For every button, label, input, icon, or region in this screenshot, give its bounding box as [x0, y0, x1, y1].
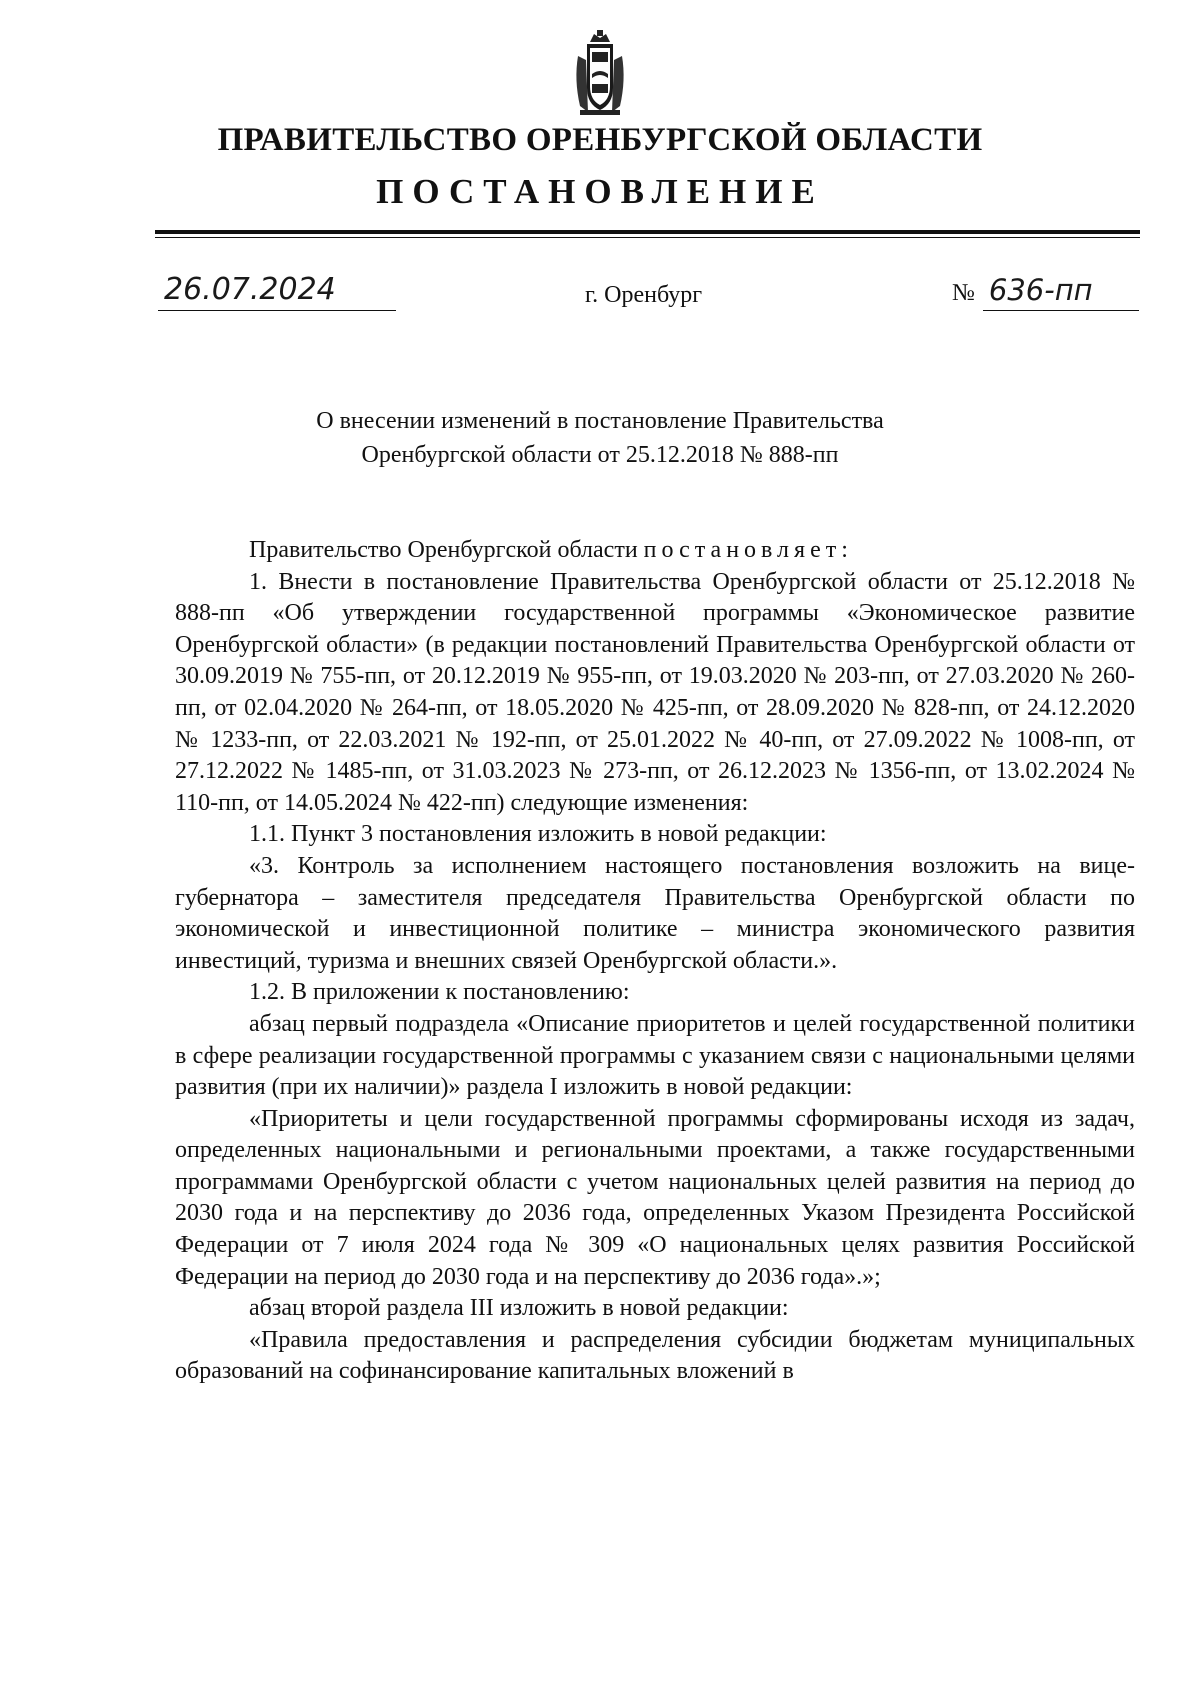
paragraph-quote-3: «3. Контроль за исполнением настоящего постановления возложить на вице-губернатора – заместителя председателя Правительства Оренбургской области по экономической и инвестиционной политике – министра экономического развития инвестиций, туризма и внешних связей Оренбургской области.». [175, 852, 1135, 974]
number-sign: № [952, 280, 975, 306]
paragraph-priorities: «Приоритеты и цели государственной программы сформированы исходя из задач, определенных национальными и региональными проектами, а также государственными программами Оренбургской области с учетом национальных целей развития на период до 2030 года и на перспективу до 2036 года, определенных Указом Президента Российской Федерации от 7 июля 2024 года № 309 «О национальных целях развития Российской Федерации на период до 2030 года и на перспективу до 2036 года».»; [175, 1105, 1135, 1290]
intro-suffix: : [841, 537, 848, 563]
document-body [175, 535, 1135, 1388]
header-divider-thin [155, 237, 1140, 238]
subject-line-2: Оренбургской области от 25.12.2018 № 888-пп [361, 442, 839, 468]
coat-of-arms-icon [570, 30, 630, 116]
document-city: г. Оренбург [585, 282, 703, 308]
paragraph-1-2: 1.2. В приложении к постановлению: [249, 979, 630, 1006]
paragraph-1: 1. Внести в постановление Правительства Оренбургской области от 25.12.2018 № 888-пп «Об утверждении государственной программы «Экономическое развитие Оренбургской области» (в редакции постановлений Правительства Оренбургской области от 30.09.2019 № 755-пп, от 20.12.2019 № 955-пп, от 19.03.2020 № 203-пп, от 27.03.2020 № 260-пп, от 02.04.2020 № 264-пп, от 18.05.2020 № 425-пп, от 28.09.2020 № 828-пп, от 24.12.2020 № 1233-пп, от 22.03.2021 № 192-пп, от 25.01.2022 № 40-пп, от 27.09.2022 № 1008-пп, от 27.12.2022 № 1485-пп, от 31.03.2023 № 273-пп, от 26.12.2023 № 1356-пп, от 13.02.2024 № 110-пп, от 14.05.2024 № 422-пп) следующие изменения: [175, 568, 1135, 816]
organization-title: ПРАВИТЕЛЬСТВО ОРЕНБУРГСКОЙ ОБЛАСТИ [217, 122, 983, 158]
document-subject [0, 404, 1200, 472]
paragraph-abzac-1: абзац первый подраздела «Описание приоритетов и целей государственной политики в сфере реализации государственной программы с указанием связи с национальными целями развития (при их наличии)» раздела I изложить в новой редакции: [175, 1010, 1135, 1101]
document-date: 26.07.2024 [158, 272, 396, 311]
paragraph-1-1: 1.1. Пункт 3 постановления изложить в новой редакции: [249, 821, 827, 848]
header-divider-thick [155, 230, 1140, 234]
subject-line-1: О внесении изменений в постановление Правительства [316, 408, 884, 434]
intro-prefix: Правительство Оренбургской области [249, 537, 644, 563]
paragraph-abzac-2: абзац второй раздела III изложить в новой редакции: [249, 1295, 789, 1322]
document-number-block [952, 272, 1139, 311]
paragraph-rules: «Правила предоставления и распределения субсидии бюджетам муниципальных образований на софинансирование капитальных вложений в [175, 1326, 1135, 1385]
intro-paragraph [175, 535, 1135, 567]
intro-spaced-verb: постановляет [643, 537, 842, 563]
document-number: 636-пп [983, 272, 1139, 311]
document-type: ПОСТАНОВЛЕНИЕ [376, 172, 824, 211]
